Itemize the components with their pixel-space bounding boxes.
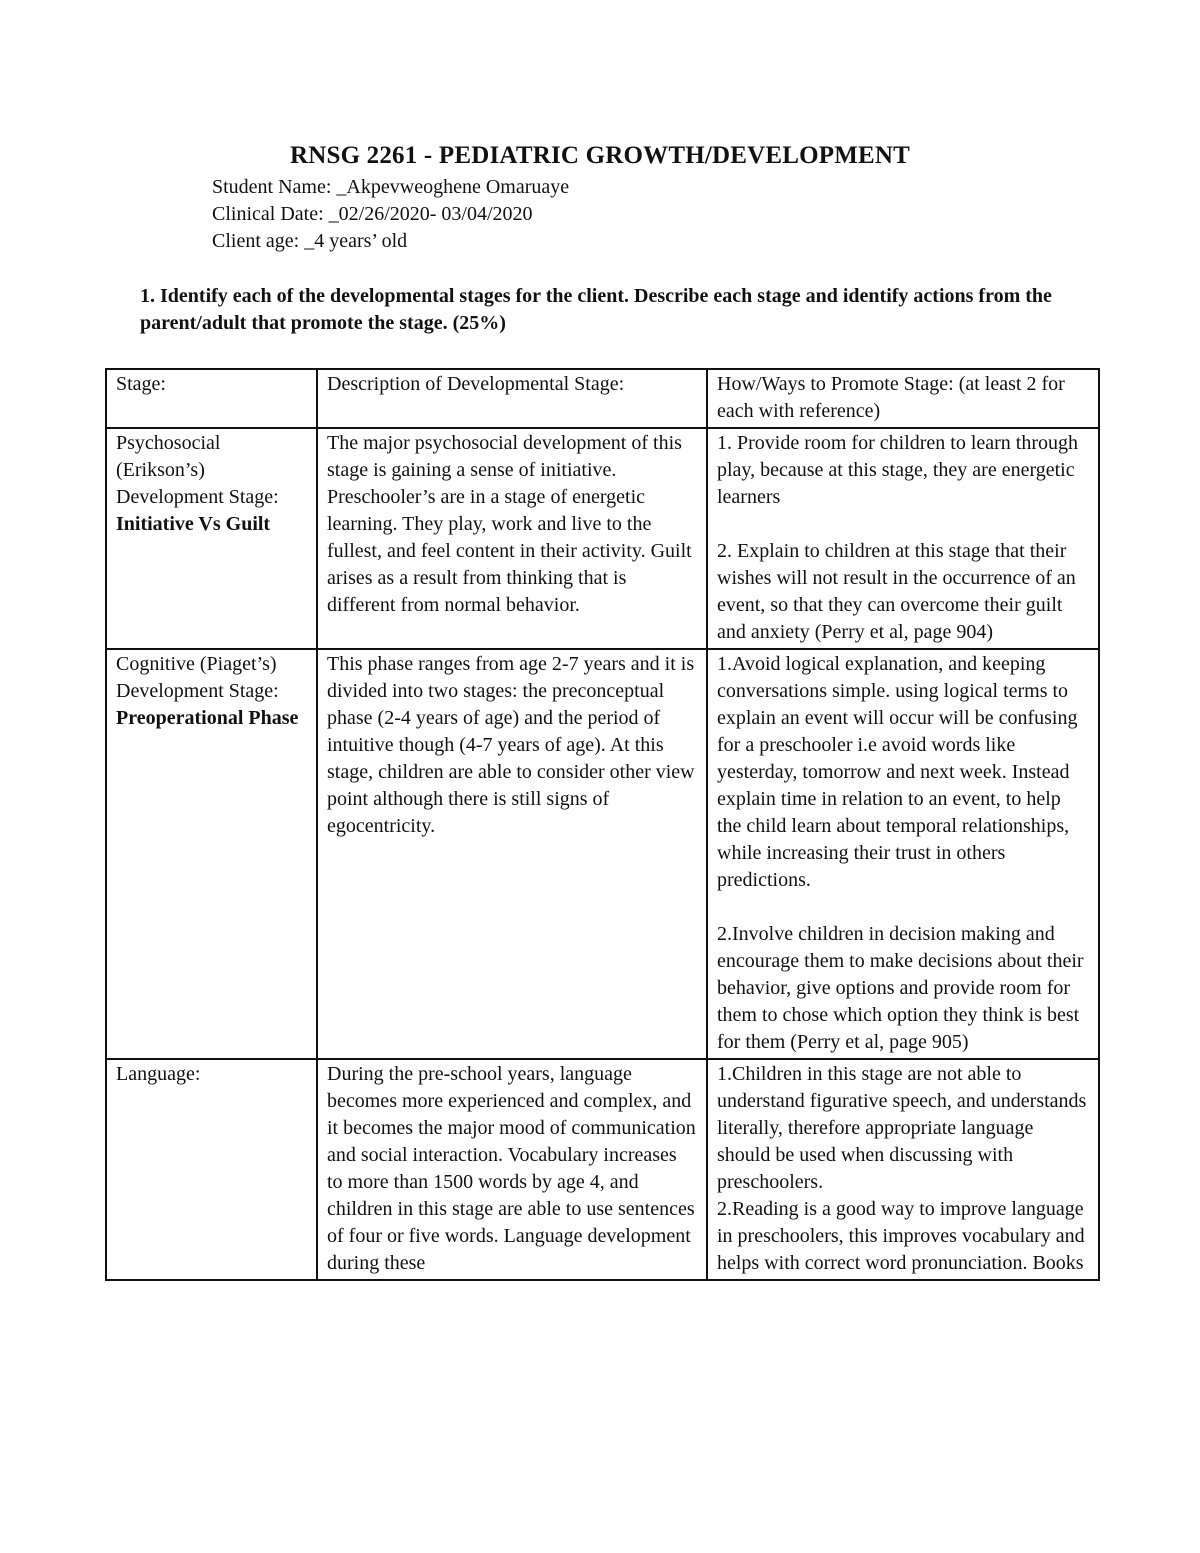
client-age: Client age: _4 years’ old — [212, 230, 408, 252]
table-row — [106, 649, 1099, 1059]
question-1: 1. Identify each of the developmental stages for the client. Describe each stage and identify actions from the parent/adult that promote the stage. (25%) — [140, 285, 1052, 334]
stage-label: Psychosocial (Erikson’s) Development Stage: — [116, 432, 279, 508]
stage-cell — [106, 428, 317, 649]
promote-item: 1.Children in this stage are not able to understand figurative speech, and understands literally, therefore appropriate language should be used when discussing with preschoolers. — [717, 1063, 1087, 1193]
description-cell: This phase ranges from age 2-7 years and it is divided into two stages: the preconceptual phase (2-4 years of age) and the period of intuitive though (4-7 years of age). At this stage, children are able to consider other view point although there is still signs of egocentricity. — [317, 649, 707, 1059]
promote-item: 1. Provide room for children to learn through play, because at this stage, they are energetic learners — [717, 432, 1079, 508]
stage-cell — [106, 649, 317, 1059]
document-title: RNSG 2261 - PEDIATRIC GROWTH/DEVELOPMENT — [289, 142, 911, 169]
header-promote: How/Ways to Promote Stage: (at least 2 for each with reference) — [707, 369, 1099, 428]
stage-name: Preoperational Phase — [116, 707, 299, 729]
promote-cell — [707, 428, 1099, 649]
table-row — [106, 428, 1099, 649]
promote-cell — [707, 649, 1099, 1059]
description-cell: During the pre-school years, language becomes more experienced and complex, and it becomes the major mood of communication and social interaction. Vocabulary increases to more than 1500 words by age 4, and children in this stage are able to use sentences of four or five words. Language development during these — [317, 1059, 707, 1280]
table-row — [106, 1059, 1099, 1280]
student-name: Student Name: _Akpevweoghene Omaruaye — [212, 176, 570, 198]
description-cell: The major psychosocial development of this stage is gaining a sense of initiative. Preschooler’s are in a stage of energetic learning. They play, work and live to the fullest, and feel content in their activity. Guilt arises as a result from thinking that is different from normal behavior. — [317, 428, 707, 649]
stage-label: Language: — [116, 1063, 201, 1085]
promote-item: 2.Involve children in decision making and encourage them to make decisions about their behavior, give options and provide room for them to chose which option they think is best for them (Perry et al, page 905) — [717, 923, 1084, 1053]
clinical-date: Clinical Date: _02/26/2020- 03/04/2020 — [212, 203, 533, 225]
stage-name: Initiative Vs Guilt — [116, 513, 271, 535]
header-description: Description of Developmental Stage: — [317, 369, 707, 428]
stage-cell — [106, 1059, 317, 1280]
promote-cell — [707, 1059, 1099, 1280]
promote-item: 1.Avoid logical explanation, and keeping conversations simple. using logical terms to explain an event will occur will be confusing for a preschooler i.e avoid words like yesterday, tomorrow and next week. Instead explain time in relation to an event, to help the child learn about temporal relationships, while increasing their trust in others predictions. — [717, 653, 1078, 891]
promote-item: 2.Reading is a good way to improve language in preschoolers, this improves vocabulary and helps with correct word pronunciation. Books — [717, 1198, 1085, 1274]
header-stage: Stage: — [106, 369, 317, 428]
promote-item: 2. Explain to children at this stage that their wishes will not result in the occurrence of an event, so that they can overcome their guilt and anxiety (Perry et al, page 904) — [717, 540, 1076, 643]
development-table — [105, 368, 1100, 1281]
stage-label: Cognitive (Piaget’s) Development Stage: — [116, 653, 279, 702]
table-header-row — [106, 369, 1099, 428]
